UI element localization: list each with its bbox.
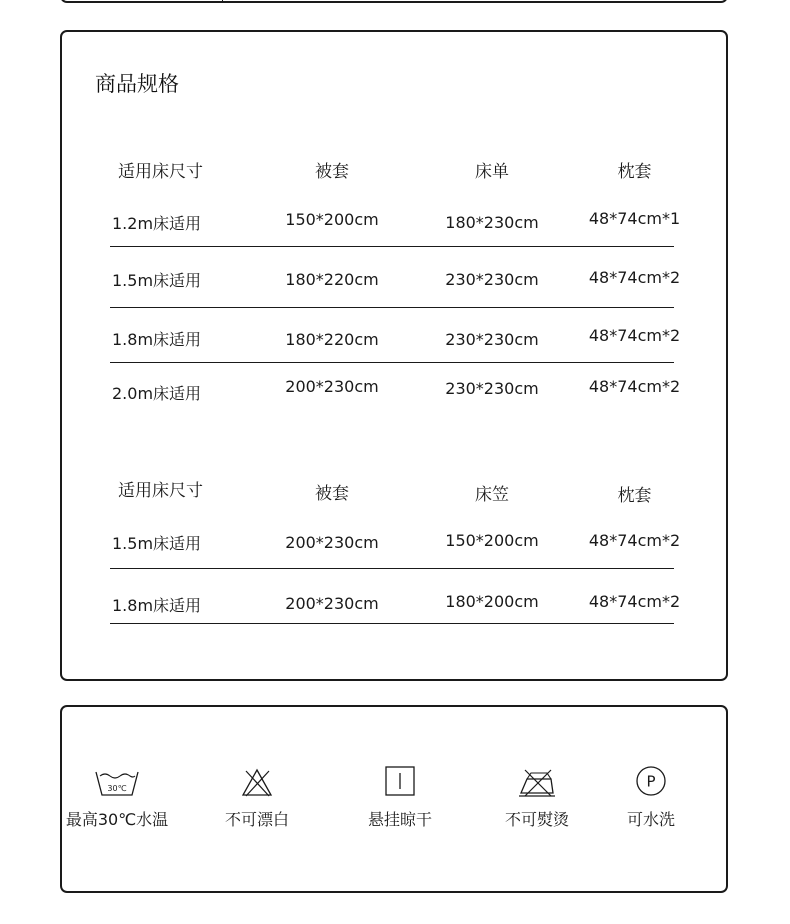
table2-header-pillow: 枕套	[617, 486, 652, 506]
table2-row1-duvet: 200*230cm	[285, 533, 379, 552]
table2-row2-duvet: 200*230cm	[285, 594, 379, 613]
table1-row3-duvet: 180*220cm	[285, 330, 379, 349]
dry-clean-p-icon-text: P	[646, 772, 656, 791]
wash-30-icon	[94, 767, 140, 797]
care-label-iron: 不可熨烫	[504, 810, 569, 829]
table1-row1-pillow: 48*74cm*1	[588, 209, 681, 228]
table1-row1-sheet: 180*230cm	[445, 213, 539, 232]
table1-row3-pillow: 48*74cm*2	[588, 326, 681, 345]
table2-row1-pillow: 48*74cm*2	[588, 531, 681, 550]
care-label-clean: 可水洗	[626, 810, 675, 829]
table2-rule-1	[110, 568, 674, 569]
care-label-dry: 悬挂晾干	[367, 810, 432, 829]
table1-row3-size: 1.8m床适用	[112, 330, 202, 349]
dry-clean-p-icon	[635, 765, 667, 797]
table2-row1-size: 1.5m床适用	[112, 534, 202, 553]
table1-row2-pillow: 48*74cm*2	[588, 268, 681, 287]
care-panel	[60, 705, 728, 893]
no-iron-icon	[517, 767, 557, 797]
table1-row1-duvet: 150*200cm	[285, 210, 379, 229]
table2-row2-fitted: 180*200cm	[445, 592, 539, 611]
spec-title: 商品规格	[95, 72, 179, 96]
care-item-clean	[591, 757, 711, 830]
table1-row4-size: 2.0m床适用	[112, 384, 202, 403]
care-item-iron	[477, 757, 597, 830]
no-bleach-icon	[241, 767, 273, 797]
care-item-bleach	[197, 757, 317, 830]
table1-row2-duvet: 180*220cm	[285, 270, 379, 289]
table1-header-size: 适用床尺寸	[118, 162, 203, 182]
table2-rule-2	[110, 623, 674, 624]
table1-row2-size: 1.5m床适用	[112, 271, 202, 290]
table2-row2-size: 1.8m床适用	[112, 596, 202, 615]
table1-header-sheet: 床单	[475, 162, 509, 182]
hang-dry-icon	[384, 765, 416, 797]
table2-row1-fitted: 150*200cm	[445, 531, 539, 550]
table1-row4-duvet: 200*230cm	[285, 377, 379, 396]
table1-row3-sheet: 230*230cm	[445, 330, 539, 349]
table2-header-duvet: 被套	[315, 484, 349, 504]
spec-panel	[60, 30, 728, 681]
care-item-wash	[57, 757, 177, 830]
table1-rule-1	[110, 246, 674, 247]
table1-row1-size: 1.2m床适用	[112, 214, 202, 233]
care-label-bleach: 不可漂白	[224, 810, 289, 829]
table1-rule-3	[110, 362, 674, 363]
table2-header-size: 适用床尺寸	[118, 481, 203, 501]
wash-30-icon-text: 30℃	[107, 784, 127, 793]
care-label-wash: 最高30℃水温	[65, 810, 169, 829]
table1-header-pillow: 枕套	[617, 162, 652, 182]
table1-row4-sheet: 230*230cm	[445, 379, 539, 398]
top-panel-divider	[222, 0, 223, 1]
top-panel-edge	[60, 0, 728, 3]
table1-row4-pillow: 48*74cm*2	[588, 377, 681, 396]
table2-row2-pillow: 48*74cm*2	[588, 592, 681, 611]
table1-rule-2	[110, 307, 674, 308]
table1-row2-sheet: 230*230cm	[445, 270, 539, 289]
care-item-dry	[340, 757, 460, 830]
table1-header-duvet: 被套	[315, 162, 349, 182]
table2-header-fitted: 床笠	[475, 485, 509, 505]
